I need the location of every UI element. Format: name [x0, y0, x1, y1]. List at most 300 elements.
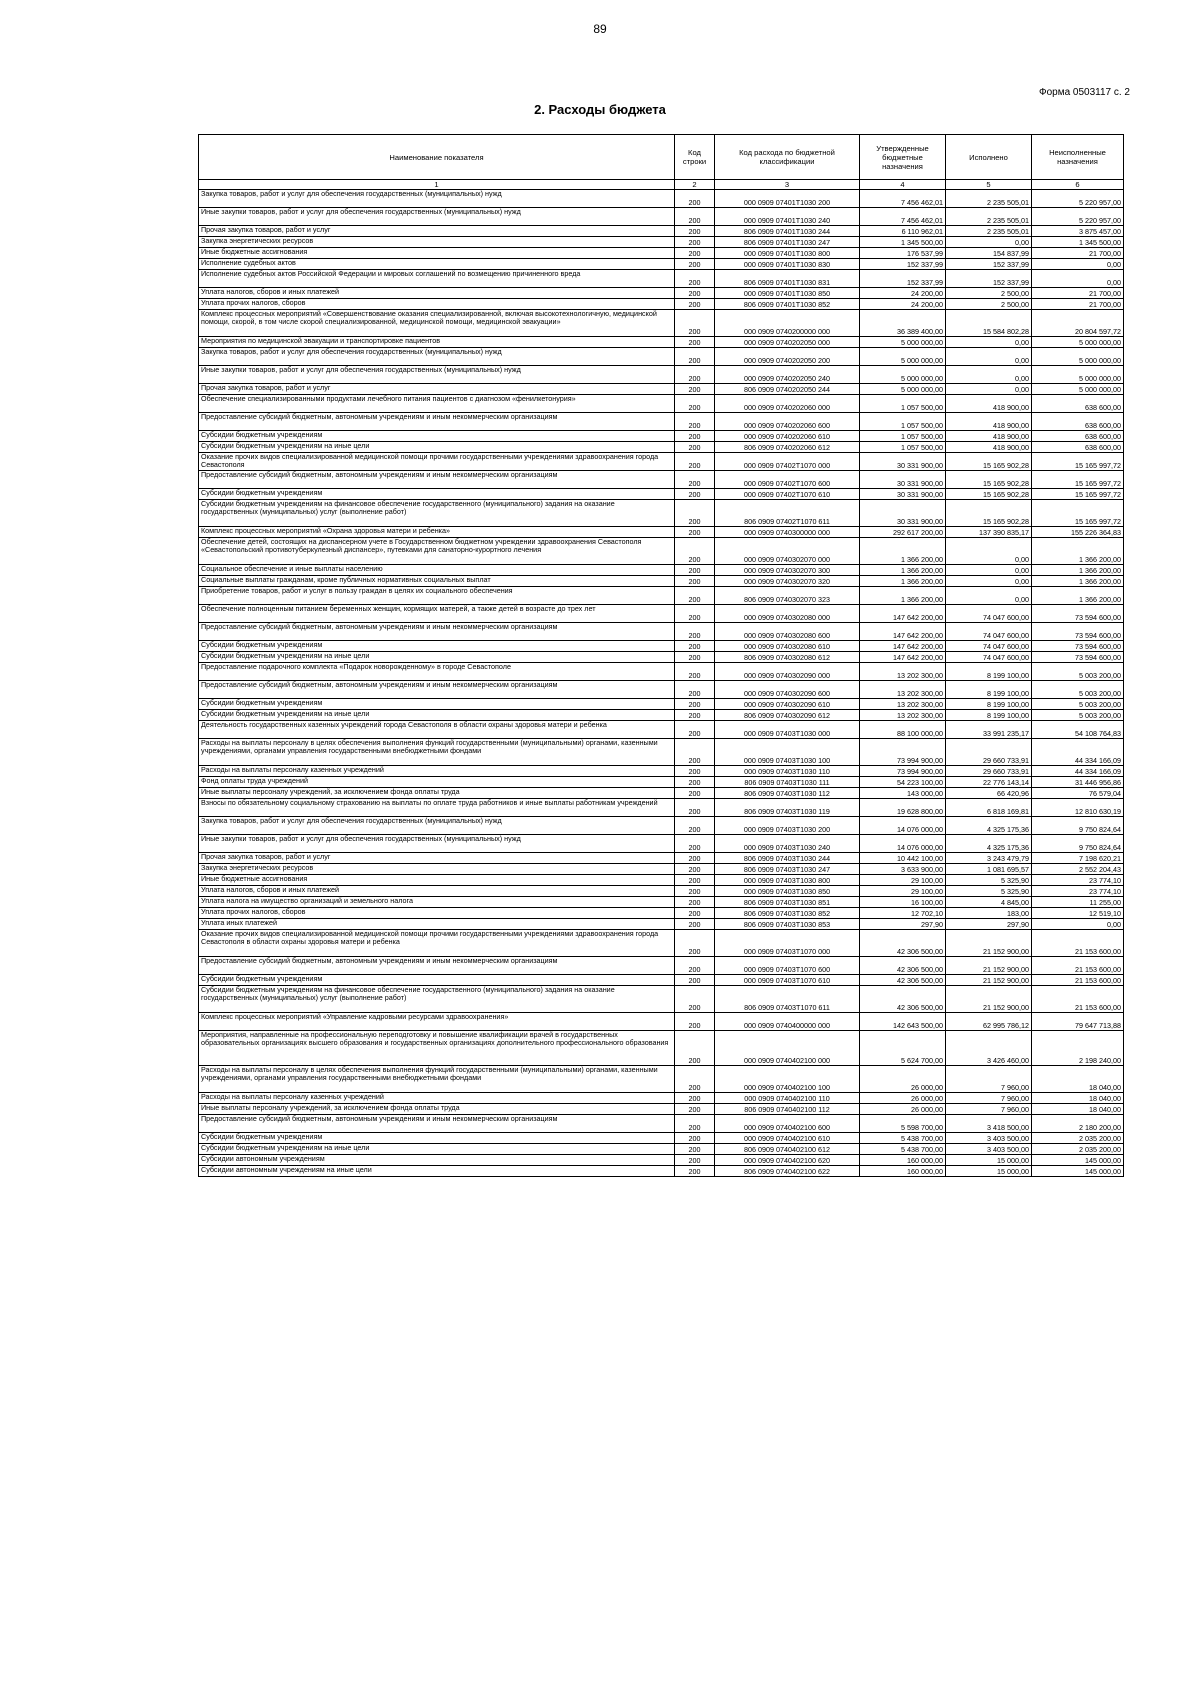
row-approved: 5 000 000,00: [860, 337, 946, 348]
table-row: [199, 1115, 1124, 1133]
row-classification-code: 000 0909 07403Т1030 000: [715, 721, 860, 739]
row-name: Социальное обеспечение и иные выплаты населению: [199, 565, 675, 576]
row-approved: 5 438 700,00: [860, 1133, 946, 1144]
table-row: [199, 1093, 1124, 1104]
row-approved: 14 076 000,00: [860, 835, 946, 853]
row-unexecuted: 145 000,00: [1032, 1155, 1124, 1166]
row-approved: 6 110 962,01: [860, 226, 946, 237]
table-row: [199, 886, 1124, 897]
row-classification-code: 806 0909 07403Т1030 111: [715, 777, 860, 788]
row-unexecuted: 18 040,00: [1032, 1066, 1124, 1093]
row-line-code: 200: [675, 226, 715, 237]
table-row: [199, 1133, 1124, 1144]
table-row: [199, 366, 1124, 384]
row-executed: 0,00: [946, 538, 1032, 565]
row-classification-code: 000 0909 07403Т1070 000: [715, 930, 860, 957]
table-row: [199, 652, 1124, 663]
row-executed: 0,00: [946, 337, 1032, 348]
row-executed: 152 337,99: [946, 270, 1032, 288]
row-line-code: 200: [675, 930, 715, 957]
row-executed: 74 047 600,00: [946, 641, 1032, 652]
row-approved: 1 057 500,00: [860, 395, 946, 413]
table-row: [199, 348, 1124, 366]
row-unexecuted: 0,00: [1032, 270, 1124, 288]
row-name: Субсидии бюджетным учреждениям на иные цели: [199, 1144, 675, 1155]
table-row: [199, 395, 1124, 413]
row-name: Прочая закупка товаров, работ и услуг: [199, 226, 675, 237]
row-name: Иные закупки товаров, работ и услуг для обеспечения государственных (муниципальных) нужд: [199, 366, 675, 384]
row-executed: 21 152 900,00: [946, 986, 1032, 1013]
row-unexecuted: 1 366 200,00: [1032, 587, 1124, 605]
table-row: [199, 721, 1124, 739]
row-executed: 15 000,00: [946, 1166, 1032, 1177]
row-line-code: 200: [675, 208, 715, 226]
row-approved: 160 000,00: [860, 1155, 946, 1166]
row-approved: 42 306 500,00: [860, 930, 946, 957]
row-line-code: 200: [675, 897, 715, 908]
row-name: Субсидии бюджетным учреждениям на финансовое обеспечение государственного (муниципального) задания на оказание государственных (муниципальных) услуг (выполнение работ): [199, 986, 675, 1013]
row-line-code: 200: [675, 1155, 715, 1166]
row-line-code: 200: [675, 310, 715, 337]
row-name: Субсидии бюджетным учреждениям на финансовое обеспечение государственного (муниципального) задания на оказание государственных (муниципальных) услуг (выполнение работ): [199, 500, 675, 527]
row-name: Субсидии автономным учреждениям на иные цели: [199, 1166, 675, 1177]
row-executed: 66 420,96: [946, 788, 1032, 799]
row-classification-code: 806 0909 0740402100 612: [715, 1144, 860, 1155]
row-executed: 0,00: [946, 348, 1032, 366]
row-name: Субсидии бюджетным учреждениям: [199, 1133, 675, 1144]
row-line-code: 200: [675, 853, 715, 864]
row-approved: 5 000 000,00: [860, 348, 946, 366]
table-row: [199, 299, 1124, 310]
row-unexecuted: 20 804 597,72: [1032, 310, 1124, 337]
row-name: Субсидии бюджетным учреждениям: [199, 975, 675, 986]
row-approved: 26 000,00: [860, 1066, 946, 1093]
row-line-code: 200: [675, 237, 715, 248]
row-classification-code: 000 0909 07403Т1030 110: [715, 766, 860, 777]
row-classification-code: 000 0909 07403Т1030 240: [715, 835, 860, 853]
row-name: Субсидии бюджетным учреждениям на иные цели: [199, 652, 675, 663]
table-row: [199, 538, 1124, 565]
table-row: [199, 190, 1124, 208]
table-row: [199, 908, 1124, 919]
table-row: [199, 208, 1124, 226]
row-approved: 1 057 500,00: [860, 431, 946, 442]
row-name: Предоставление субсидий бюджетным, автономным учреждениям и иным некоммерческим организациям: [199, 623, 675, 641]
row-approved: 142 643 500,00: [860, 1013, 946, 1031]
row-approved: 36 389 400,00: [860, 310, 946, 337]
table-row: [199, 248, 1124, 259]
row-classification-code: 806 0909 07403Т1030 244: [715, 853, 860, 864]
row-executed: 137 390 835,17: [946, 527, 1032, 538]
table-row: [199, 1104, 1124, 1115]
row-unexecuted: 5 003 200,00: [1032, 681, 1124, 699]
row-unexecuted: 18 040,00: [1032, 1104, 1124, 1115]
row-name: Фонд оплаты труда учреждений: [199, 777, 675, 788]
row-unexecuted: 638 600,00: [1032, 431, 1124, 442]
row-name: Иные выплаты персоналу учреждений, за исключением фонда оплаты труда: [199, 788, 675, 799]
row-name: Исполнение судебных актов Российской Федерации и мировых соглашений по возмещению причиненного вреда: [199, 270, 675, 288]
row-unexecuted: 21 153 600,00: [1032, 930, 1124, 957]
row-unexecuted: 76 579,04: [1032, 788, 1124, 799]
row-approved: 5 598 700,00: [860, 1115, 946, 1133]
table-row: [199, 471, 1124, 489]
table-row: [199, 986, 1124, 1013]
row-approved: 160 000,00: [860, 1166, 946, 1177]
row-approved: 12 702,10: [860, 908, 946, 919]
row-approved: 30 331 900,00: [860, 489, 946, 500]
row-classification-code: 000 0909 0740302070 000: [715, 538, 860, 565]
row-name: Прочая закупка товаров, работ и услуг: [199, 384, 675, 395]
row-line-code: 200: [675, 799, 715, 817]
row-line-code: 200: [675, 623, 715, 641]
row-line-code: 200: [675, 721, 715, 739]
row-name: Приобретение товаров, работ и услуг в пользу граждан в целях их социального обеспечения: [199, 587, 675, 605]
row-line-code: 200: [675, 1013, 715, 1031]
row-executed: 3 243 479,79: [946, 853, 1032, 864]
row-name: Расходы на выплаты персоналу в целях обеспечения выполнения функций государственными (муниципальными) органами, казенными учреждениями, органами управления государственными внебюджетными фондами: [199, 1066, 675, 1093]
row-line-code: 200: [675, 527, 715, 538]
row-executed: 418 900,00: [946, 442, 1032, 453]
row-unexecuted: 638 600,00: [1032, 395, 1124, 413]
table-row: [199, 1155, 1124, 1166]
row-unexecuted: 21 700,00: [1032, 288, 1124, 299]
row-approved: 152 337,99: [860, 259, 946, 270]
row-classification-code: 000 0909 0740202060 000: [715, 395, 860, 413]
row-line-code: 200: [675, 299, 715, 310]
row-classification-code: 000 0909 07403Т1030 850: [715, 886, 860, 897]
row-classification-code: 000 0909 07403Т1030 800: [715, 875, 860, 886]
table-row: [199, 310, 1124, 337]
row-line-code: 200: [675, 442, 715, 453]
table-row: [199, 1013, 1124, 1031]
row-line-code: 200: [675, 641, 715, 652]
row-name: Мероприятия, направленные на профессиональную переподготовку и повышение квалификации врачей в государственных образовательных организациях высшего образования и государственных организациях дополнительного профессионального образования: [199, 1031, 675, 1066]
row-classification-code: 806 0909 07403Т1070 611: [715, 986, 860, 1013]
row-name: Прочая закупка товаров, работ и услуг: [199, 853, 675, 864]
column-number: 2: [675, 180, 715, 190]
row-unexecuted: 73 594 600,00: [1032, 641, 1124, 652]
row-classification-code: 000 0909 0740302090 000: [715, 663, 860, 681]
row-line-code: 200: [675, 500, 715, 527]
row-classification-code: 000 0909 07403Т1070 610: [715, 975, 860, 986]
row-unexecuted: 2 552 204,43: [1032, 864, 1124, 875]
row-line-code: 200: [675, 587, 715, 605]
row-classification-code: 806 0909 07403Т1030 853: [715, 919, 860, 930]
row-unexecuted: 18 040,00: [1032, 1093, 1124, 1104]
row-approved: 54 223 100,00: [860, 777, 946, 788]
row-name: Предоставление подарочного комплекта «Подарок новорожденному» в городе Севастополе: [199, 663, 675, 681]
row-unexecuted: 31 446 956,86: [1032, 777, 1124, 788]
row-unexecuted: 15 165 997,72: [1032, 453, 1124, 471]
table-row: [199, 288, 1124, 299]
row-approved: 5 438 700,00: [860, 1144, 946, 1155]
row-line-code: 200: [675, 886, 715, 897]
row-classification-code: 000 0909 0740202050 200: [715, 348, 860, 366]
row-name: Закупка товаров, работ и услуг для обеспечения государственных (муниципальных) нужд: [199, 817, 675, 835]
row-approved: 147 642 200,00: [860, 641, 946, 652]
row-name: Исполнение судебных актов: [199, 259, 675, 270]
row-classification-code: 806 0909 07402Т1070 611: [715, 500, 860, 527]
row-executed: 8 199 100,00: [946, 710, 1032, 721]
row-approved: 29 100,00: [860, 875, 946, 886]
table-row: [199, 1144, 1124, 1155]
row-executed: 183,00: [946, 908, 1032, 919]
row-unexecuted: 7 198 620,21: [1032, 853, 1124, 864]
row-approved: 14 076 000,00: [860, 817, 946, 835]
table-row: [199, 1031, 1124, 1066]
table-row: [199, 739, 1124, 766]
row-name: Расходы на выплаты персоналу казенных учреждений: [199, 766, 675, 777]
row-name: Оказание прочих видов специализированной медицинской помощи прочими государственными учреждениями здравоохранения города Севастополя в области охраны здоровья матери и ребенка: [199, 930, 675, 957]
row-approved: 5 000 000,00: [860, 366, 946, 384]
row-line-code: 200: [675, 908, 715, 919]
row-classification-code: 000 0909 0740400000 000: [715, 1013, 860, 1031]
row-line-code: 200: [675, 652, 715, 663]
row-executed: 0,00: [946, 587, 1032, 605]
row-approved: 1 366 200,00: [860, 587, 946, 605]
row-classification-code: 000 0909 0740402100 110: [715, 1093, 860, 1104]
row-unexecuted: 145 000,00: [1032, 1166, 1124, 1177]
row-name: Обеспечение детей, состоящих на диспансерном учете в Государственном бюджетном учреждении здравоохранения Севастополя «Севастопольский противотуберкулезный диспансер», путевками для санаторно-курортного лечения: [199, 538, 675, 565]
row-name: Уплата прочих налогов, сборов: [199, 908, 675, 919]
row-line-code: 200: [675, 1031, 715, 1066]
row-line-code: 200: [675, 875, 715, 886]
table-header-row: [199, 135, 1124, 180]
table-row: [199, 957, 1124, 975]
row-classification-code: 806 0909 07403Т1030 119: [715, 799, 860, 817]
row-classification-code: 000 0909 0740202050 240: [715, 366, 860, 384]
row-line-code: 200: [675, 576, 715, 587]
table-row: [199, 1166, 1124, 1177]
row-approved: 13 202 300,00: [860, 681, 946, 699]
row-line-code: 200: [675, 565, 715, 576]
row-executed: 3 403 500,00: [946, 1144, 1032, 1155]
row-classification-code: 806 0909 0740302070 323: [715, 587, 860, 605]
row-name: Комплекс процессных мероприятий «Управление кадровыми ресурсами здравоохранения»: [199, 1013, 675, 1031]
row-name: Комплекс процессных мероприятий «Охрана здоровья матери и ребенка»: [199, 527, 675, 538]
row-executed: 0,00: [946, 565, 1032, 576]
header-unexecuted: Неисполненные назначения: [1032, 135, 1124, 180]
table-body: [199, 190, 1124, 1177]
row-classification-code: 806 0909 07401Т1030 852: [715, 299, 860, 310]
row-executed: 29 660 733,91: [946, 739, 1032, 766]
row-executed: 4 325 175,36: [946, 817, 1032, 835]
row-approved: 42 306 500,00: [860, 975, 946, 986]
table-row: [199, 897, 1124, 908]
row-name: Взносы по обязательному социальному страхованию на выплаты по оплате труда работников и иные выплаты работникам учреждений: [199, 799, 675, 817]
column-number: 5: [946, 180, 1032, 190]
table-row: [199, 930, 1124, 957]
row-approved: 73 994 900,00: [860, 766, 946, 777]
row-unexecuted: 11 255,00: [1032, 897, 1124, 908]
row-name: Уплата налога на имущество организаций и земельного налога: [199, 897, 675, 908]
row-executed: 5 325,90: [946, 886, 1032, 897]
row-unexecuted: 44 334 166,09: [1032, 739, 1124, 766]
table-row: [199, 576, 1124, 587]
row-name: Предоставление субсидий бюджетным, автономным учреждениям и иным некоммерческим организациям: [199, 413, 675, 431]
row-line-code: 200: [675, 1115, 715, 1133]
row-line-code: 200: [675, 384, 715, 395]
row-executed: 3 426 460,00: [946, 1031, 1032, 1066]
row-executed: 2 235 505,01: [946, 208, 1032, 226]
row-name: Иные закупки товаров, работ и услуг для обеспечения государственных (муниципальных) нужд: [199, 835, 675, 853]
row-name: Предоставление субсидий бюджетным, автономным учреждениям и иным некоммерческим организациям: [199, 471, 675, 489]
row-unexecuted: 5 220 957,00: [1032, 190, 1124, 208]
row-approved: 42 306 500,00: [860, 986, 946, 1013]
table-row: [199, 777, 1124, 788]
row-approved: 147 642 200,00: [860, 623, 946, 641]
row-name: Закупка энергетических ресурсов: [199, 237, 675, 248]
header-approved: Утвержденные бюджетные назначения: [860, 135, 946, 180]
row-name: Субсидии автономным учреждениям: [199, 1155, 675, 1166]
row-unexecuted: 5 003 200,00: [1032, 663, 1124, 681]
row-unexecuted: 21 153 600,00: [1032, 975, 1124, 986]
table-row: [199, 1066, 1124, 1093]
budget-expenses-table: [198, 134, 1124, 1177]
column-number: 4: [860, 180, 946, 190]
table-column-numbers-row: [199, 180, 1124, 190]
row-unexecuted: 12 519,10: [1032, 908, 1124, 919]
row-classification-code: 000 0909 07401Т1030 200: [715, 190, 860, 208]
row-line-code: 200: [675, 919, 715, 930]
row-line-code: 200: [675, 957, 715, 975]
row-name: Уплата прочих налогов, сборов: [199, 299, 675, 310]
row-classification-code: 000 0909 0740200000 000: [715, 310, 860, 337]
row-name: Оказание прочих видов специализированной медицинской помощи прочими государственными учреждениями здравоохранения города Севастополя: [199, 453, 675, 471]
row-classification-code: 000 0909 0740300000 000: [715, 527, 860, 538]
header-classification-code: Код расхода по бюджетной классификации: [715, 135, 860, 180]
row-unexecuted: 15 165 997,72: [1032, 471, 1124, 489]
row-line-code: 200: [675, 366, 715, 384]
row-approved: 143 000,00: [860, 788, 946, 799]
header-executed: Исполнено: [946, 135, 1032, 180]
table-row: [199, 442, 1124, 453]
row-executed: 0,00: [946, 366, 1032, 384]
row-classification-code: 000 0909 07403Т1030 100: [715, 739, 860, 766]
row-executed: 418 900,00: [946, 413, 1032, 431]
row-classification-code: 806 0909 07403Т1030 851: [715, 897, 860, 908]
row-name: Закупка товаров, работ и услуг для обеспечения государственных (муниципальных) нужд: [199, 348, 675, 366]
page-number: 89: [593, 22, 607, 36]
row-name: Субсидии бюджетным учреждениям: [199, 431, 675, 442]
table-row: [199, 699, 1124, 710]
row-executed: 7 960,00: [946, 1104, 1032, 1115]
row-line-code: 200: [675, 270, 715, 288]
row-executed: 4 325 175,36: [946, 835, 1032, 853]
row-approved: 7 456 462,01: [860, 208, 946, 226]
row-line-code: 200: [675, 788, 715, 799]
row-line-code: 200: [675, 1166, 715, 1177]
row-unexecuted: 5 003 200,00: [1032, 710, 1124, 721]
table-row: [199, 710, 1124, 721]
row-executed: 297,90: [946, 919, 1032, 930]
header-line-code: Код строки: [675, 135, 715, 180]
row-approved: 297,90: [860, 919, 946, 930]
row-executed: 15 000,00: [946, 1155, 1032, 1166]
row-executed: 74 047 600,00: [946, 605, 1032, 623]
row-approved: 13 202 300,00: [860, 663, 946, 681]
row-unexecuted: 21 700,00: [1032, 299, 1124, 310]
row-unexecuted: 23 774,10: [1032, 886, 1124, 897]
row-classification-code: 000 0909 07401Т1030 830: [715, 259, 860, 270]
row-executed: 29 660 733,91: [946, 766, 1032, 777]
row-name: Расходы на выплаты персоналу казенных учреждений: [199, 1093, 675, 1104]
row-unexecuted: 3 875 457,00: [1032, 226, 1124, 237]
row-line-code: 200: [675, 817, 715, 835]
row-executed: 15 165 902,28: [946, 471, 1032, 489]
row-line-code: 200: [675, 681, 715, 699]
row-approved: 152 337,99: [860, 270, 946, 288]
row-unexecuted: 5 220 957,00: [1032, 208, 1124, 226]
row-name: Иные выплаты персоналу учреждений, за исключением фонда оплаты труда: [199, 1104, 675, 1115]
row-name: Социальные выплаты гражданам, кроме публичных нормативных социальных выплат: [199, 576, 675, 587]
row-line-code: 200: [675, 1066, 715, 1093]
table-row: [199, 663, 1124, 681]
row-executed: 3 418 500,00: [946, 1115, 1032, 1133]
row-classification-code: 806 0909 0740202060 612: [715, 442, 860, 453]
row-line-code: 200: [675, 739, 715, 766]
row-classification-code: 000 0909 0740202050 000: [715, 337, 860, 348]
row-classification-code: 806 0909 0740302080 612: [715, 652, 860, 663]
row-classification-code: 806 0909 07401Т1030 247: [715, 237, 860, 248]
row-executed: 62 995 786,12: [946, 1013, 1032, 1031]
row-approved: 1 366 200,00: [860, 565, 946, 576]
row-executed: 8 199 100,00: [946, 681, 1032, 699]
row-approved: 29 100,00: [860, 886, 946, 897]
row-approved: 16 100,00: [860, 897, 946, 908]
row-classification-code: 000 0909 07401Т1030 240: [715, 208, 860, 226]
row-approved: 5 000 000,00: [860, 384, 946, 395]
row-line-code: 200: [675, 248, 715, 259]
table-row: [199, 853, 1124, 864]
row-name: Субсидии бюджетным учреждениям: [199, 699, 675, 710]
row-name: Мероприятия по медицинской эвакуации и транспортировке пациентов: [199, 337, 675, 348]
table-row: [199, 817, 1124, 835]
table-row: [199, 259, 1124, 270]
row-name: Предоставление субсидий бюджетным, автономным учреждениям и иным некоммерческим организациям: [199, 681, 675, 699]
column-number: 1: [199, 180, 675, 190]
row-name: Обеспечение полноценным питанием беременных женщин, кормящих матерей, а также детей в возрасте до трех лет: [199, 605, 675, 623]
row-name: Уплата налогов, сборов и иных платежей: [199, 886, 675, 897]
row-approved: 73 994 900,00: [860, 739, 946, 766]
row-unexecuted: 21 700,00: [1032, 248, 1124, 259]
row-approved: 147 642 200,00: [860, 605, 946, 623]
row-line-code: 200: [675, 986, 715, 1013]
row-executed: 0,00: [946, 384, 1032, 395]
row-line-code: 200: [675, 1093, 715, 1104]
row-line-code: 200: [675, 975, 715, 986]
table-row: [199, 605, 1124, 623]
row-executed: 21 152 900,00: [946, 930, 1032, 957]
row-approved: 1 366 200,00: [860, 576, 946, 587]
table-row: [199, 835, 1124, 853]
row-name: Субсидии бюджетным учреждениям: [199, 641, 675, 652]
row-approved: 5 624 700,00: [860, 1031, 946, 1066]
table-row: [199, 226, 1124, 237]
row-executed: 15 165 902,28: [946, 500, 1032, 527]
row-unexecuted: 1 345 500,00: [1032, 237, 1124, 248]
row-executed: 15 584 802,28: [946, 310, 1032, 337]
table-row: [199, 766, 1124, 777]
row-classification-code: 000 0909 0740402100 610: [715, 1133, 860, 1144]
row-unexecuted: 21 153 600,00: [1032, 986, 1124, 1013]
table-row: [199, 270, 1124, 288]
row-executed: 2 235 505,01: [946, 226, 1032, 237]
row-line-code: 200: [675, 259, 715, 270]
row-executed: 0,00: [946, 237, 1032, 248]
row-unexecuted: 73 594 600,00: [1032, 652, 1124, 663]
row-approved: 30 331 900,00: [860, 500, 946, 527]
